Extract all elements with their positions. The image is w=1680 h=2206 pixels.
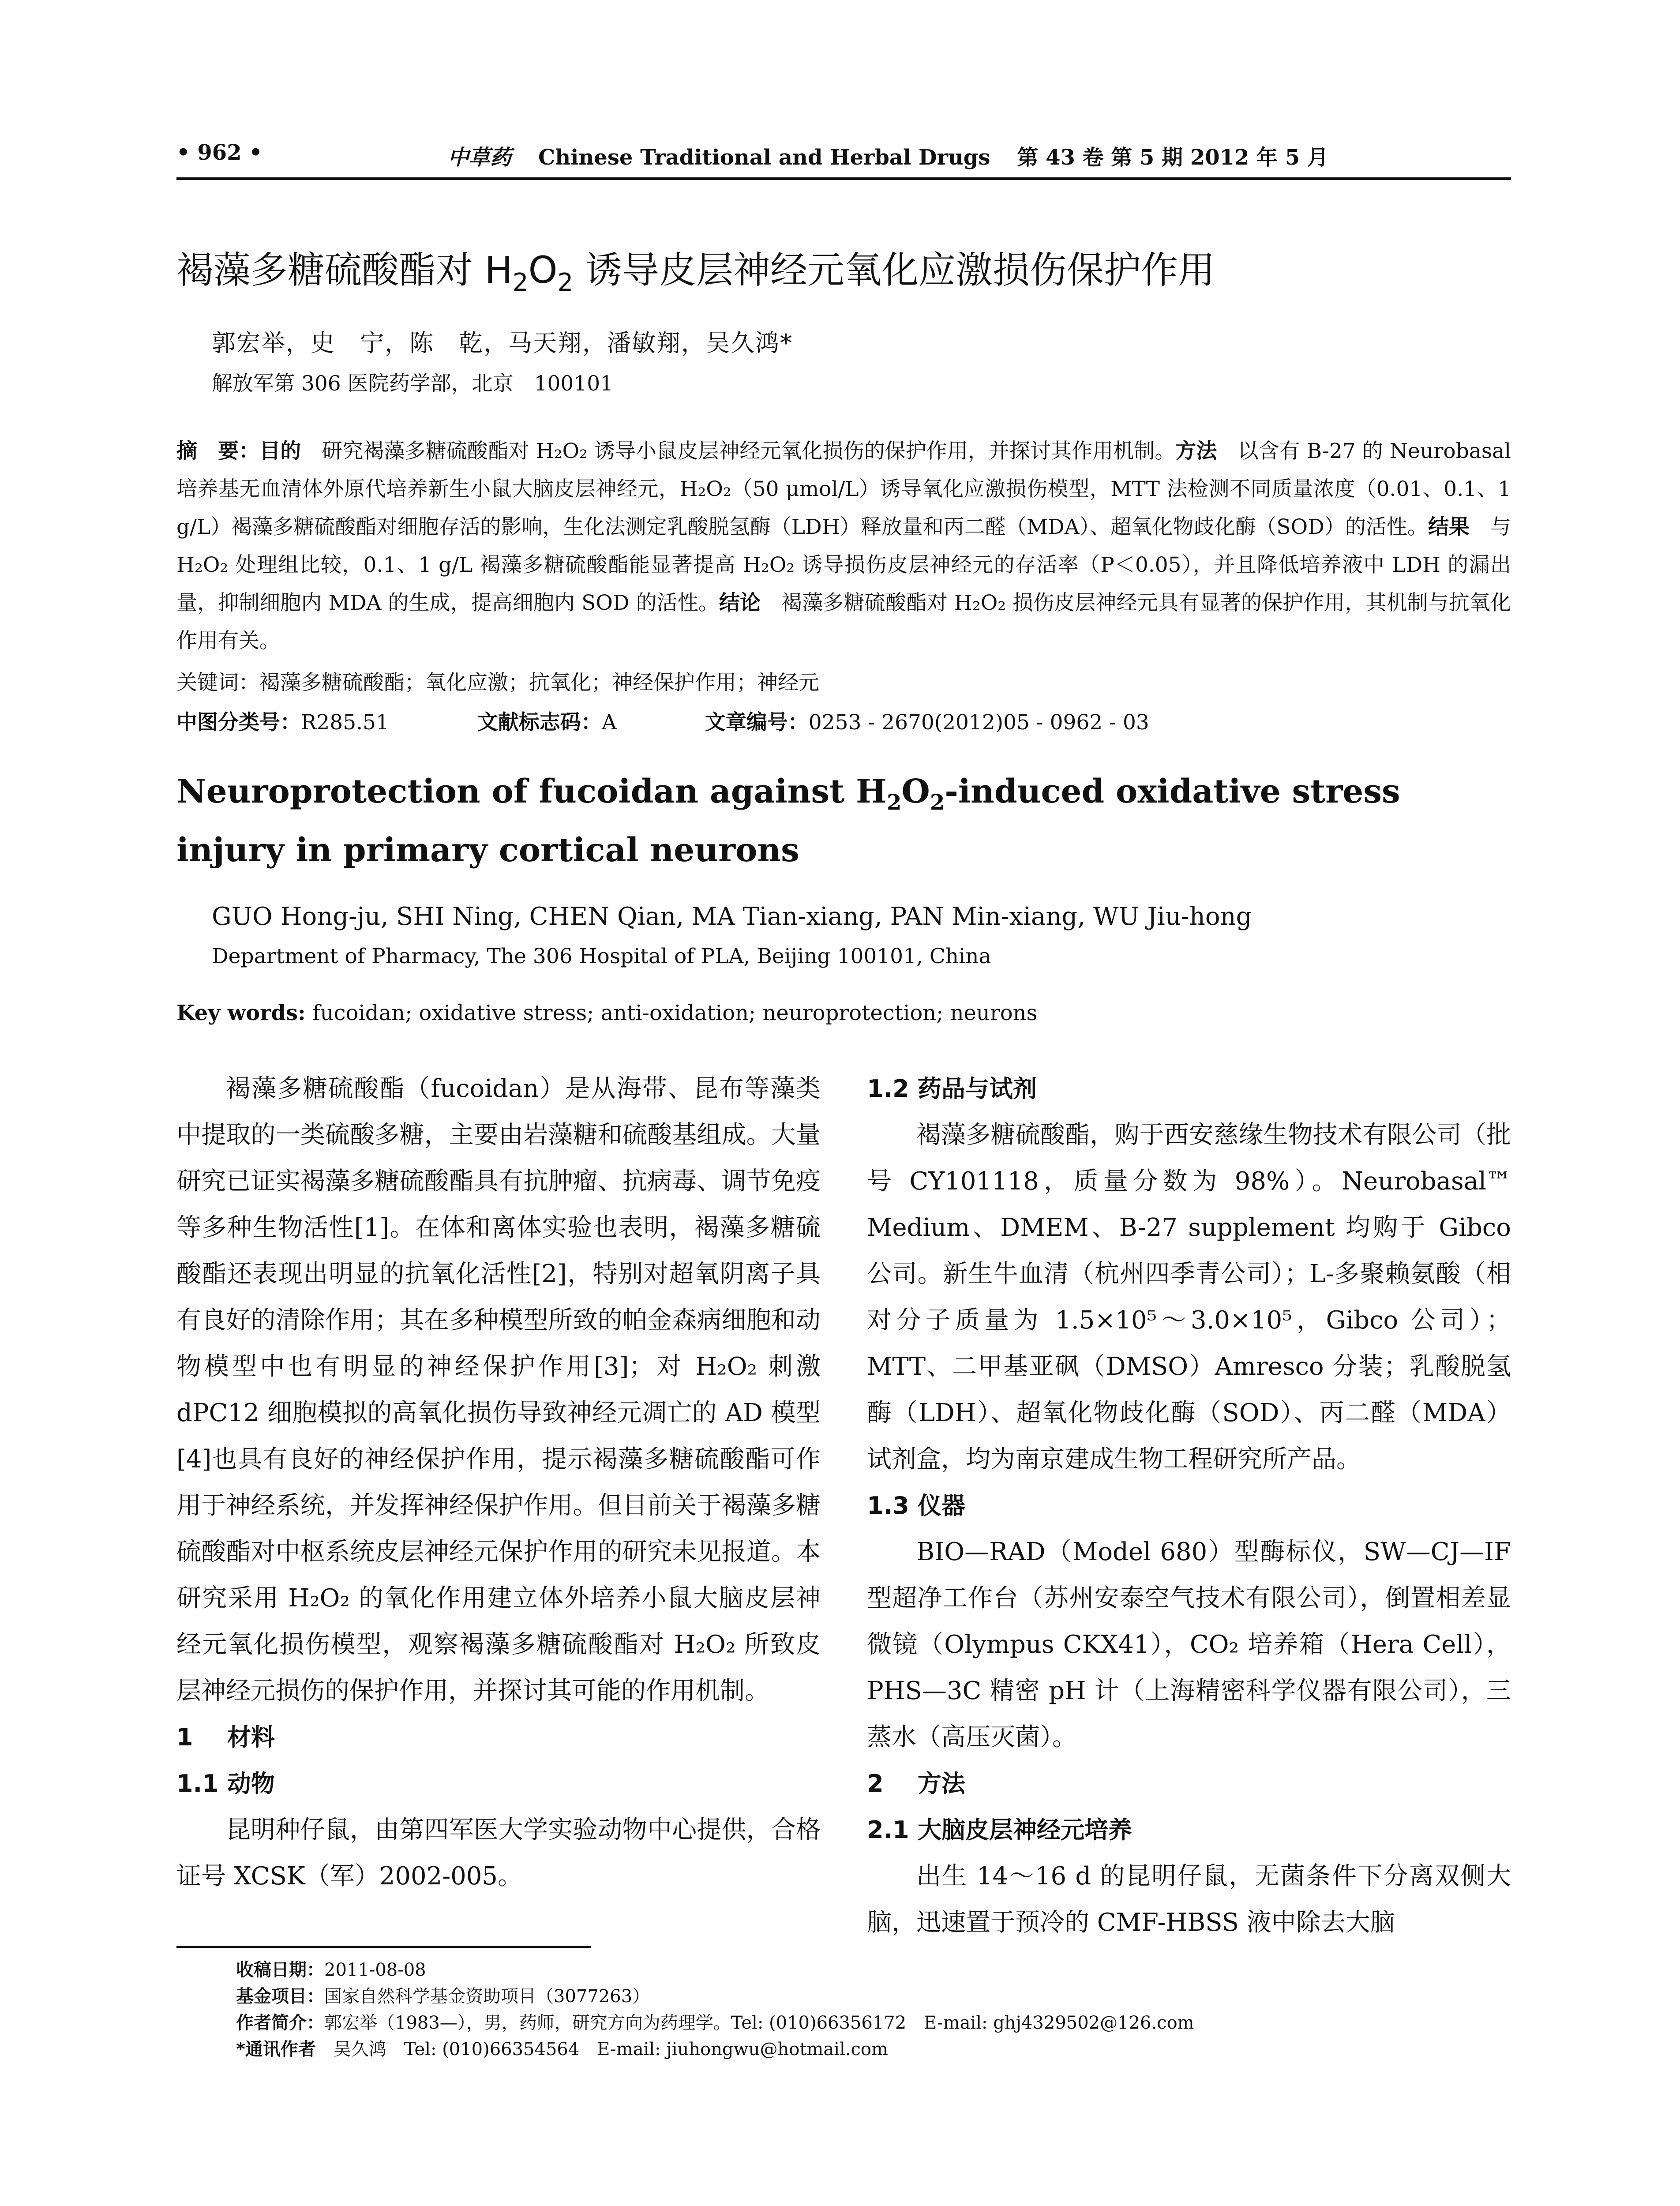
footnote-rule [176,1946,591,1948]
authors-en: GUO Hong-ju, SHI Ning, CHEN Qian, MA Tian-xiang, PAN Min-xiang, WU Jiu-hong [212,902,1252,931]
abstract-objective: 研究褐藻多糖硫酸酯对 H₂O₂ 诱导小鼠皮层神经元氧化损伤的保护作用，并探讨其作用机制。 [301,439,1176,463]
method-label: 方法 [1175,439,1217,463]
section-1-2-heading: 1.2 药品与试剂 [867,1075,1037,1103]
abstract-label: 摘 要：目的 [176,439,301,463]
affiliation-en: Department of Pharmacy, The 306 Hospital of PLA, Beijing 100101, China [212,944,991,968]
result-label: 结果 [1428,515,1470,539]
clc-number: R285.51 [301,710,389,735]
section-2-heading: 2 方法 [867,1770,965,1797]
section-2-1-heading: 2.1 大脑皮层神经元培养 [867,1816,1132,1844]
footnote-received: 收稿日期：2011-08-08 [236,1960,426,1980]
doc-code: A [601,710,617,735]
section-1-3-text: BIO—RAD（Model 680）型酶标仪，SW—CJ—IF 型超净工作台（苏州安泰空气技术有限公司），倒置相差显微镜（Olympus CKX41），CO₂ 培养箱（Hera Cell），PHS—3C 精密 pH 计（上海精密科学仪器有限公司），三蒸水（高压灭菌）。 [867,1538,1511,1752]
keywords-en: Key words: fucoidan; oxidative stress; anti-oxidation; neuroprotection; neurons [176,1001,1038,1025]
abstract-method: 以含有 B-27 的 Neurobasal 培养基无血清体外原代培养新生小鼠大脑皮层神经元，H₂O₂（50 μmol/L）诱导氧化应激损伤模型，MTT 法检测不同质量浓度（0.01、0.1、1 g/L）褐藻多糖硫酸酯对细胞存活的影响，生化法测定乳酸脱氢酶（LDH）释放量和丙二醛（MDA）、超氧化物歧化酶（SOD）的活性。 [176,439,1511,539]
footnotes [236,1957,1194,2063]
footnote-fund: 基金项目：国家自然科学基金资助项目（3077263） [236,1986,650,2007]
page-number: • 962 • [176,140,262,165]
journal-issue: 第 43 卷 第 5 期 2012 年 5 月 [1017,145,1328,170]
affiliation-cn: 解放军第 306 医院药学部，北京 100101 [212,371,614,396]
journal-name-cn: 中草药 [448,145,512,170]
footnote-corresponding: *通讯作者 吴久鸿 Tel: (010)66354564 E-mail: jiuhongwu@hotmail.com [236,2039,888,2060]
section-1-1-heading: 1.1 动物 [176,1770,275,1797]
keywords-cn: 关键词：褐藻多糖硫酸酯；氧化应激；抗氧化；神经保护作用；神经元 [176,671,819,695]
abstract-result: 与 H₂O₂ 处理组比较，0.1、1 g/L 褐藻多糖硫酸酯能显著提高 H₂O₂ 诱导损伤皮层神经元的存活率（P＜0.05），并且降低培养液中 LDH 的漏出量，抑制细胞内 MDA 的生成，提高细胞内 SOD 的活性。 [176,515,1511,615]
title-cn: 褐藻多糖硫酸酯对 $H_2O_2$ 诱导皮层神经元氧化应激损伤保护作用 [176,248,1215,297]
abstract-conclusion: 褐藻多糖硫酸酯对 H₂O₂ 损伤皮层神经元具有显著的保护作用，其机制与抗氧化作用有关。 [176,591,1511,653]
section-1-heading: 1 材料 [176,1723,275,1751]
intro-paragraph: 褐藻多糖硫酸酯（fucoidan）是从海带、昆布等藻类中提取的一类硫酸多糖，主要由岩藻糖和硫酸基组成。大量研究已证实褐藻多糖硫酸酯具有抗肿瘤、抗病毒、调节免疫等多种生物活性[1]。在体和离体实验也表明，褐藻多糖硫酸酯还表现出明显的抗氧化活性[2]，特别对超氧阴离子具有良好的清除作用；其在多种模型所致的帕金森病细胞和动物模型中也有明显的神经保护作用[3]；对 H₂O₂ 刺激 dPC12 细胞模拟的高氧化损伤导致神经元凋亡的 AD 模型[4]也具有良好的神经保护作用，提示褐藻多糖硫酸酯可作用于神经系统，并发挥神经保护作用。但目前关于褐藻多糖硫酸酯对中枢系统皮层神经元保护作用的研究未见报道。本研究采用 H₂O₂ 的氧化作用建立体外培养小鼠大脑皮层神经元氧化损伤模型，观察褐藻多糖硫酸酯对 H₂O₂ 所致皮层神经元损伤的保护作用，并探讨其可能的作用机制。 [176,1074,821,1705]
conclusion-label: 结论 [719,591,761,615]
title-en: Neuroprotection of fucoidan against $H_2O_2$-induced oxidative stress injury in primary cortical neurons [176,773,1400,869]
body-right-column [867,1065,1511,1946]
section-1-3-heading: 1.3 仪器 [867,1492,965,1519]
header-rule [176,177,1511,180]
abstract-cn [176,432,1511,660]
footnote-author: 作者简介：郭宏举（1983—），男，药师，研究方向为药理学。Tel: (010)66356172 E-mail: ghj4329502@126.com [236,2013,1194,2033]
article-number: 0253 - 2670(2012)05 - 0962 - 03 [808,710,1149,735]
body-left-column [176,1065,821,1899]
running-header [176,140,1511,180]
authors-cn: 郭宏举，史 宁，陈 乾，马天翔，潘敏翔，吴久鸿* [212,329,793,357]
section-1-1-text: 昆明种仔鼠，由第四军医大学实验动物中心提供，合格证号 XCSK（军）2002-005。 [176,1816,821,1891]
classification-row: 中图分类号：R285.51 文献标志码：A 文章编号：0253 - 2670(2012)05 - 0962 - 03 [176,710,1149,735]
section-1-2-text: 褐藻多糖硫酸酯，购于西安慈缘生物技术有限公司（批号 CY101118，质量分数为 98%）。Neurobasal™ Medium、DMEM、B-27 supplement 均购于 Gibco 公司。新生牛血清（杭州四季青公司）；L-多聚赖氨酸（相对分子质量为 1.5×10⁵～3.0×10⁵，Gibco 公司）；MTT、二甲基亚砜（DMSO）Amresco 分装；乳酸脱氢酶（LDH）、超氧化物歧化酶（SOD）、丙二醛（MDA）试剂盒，均为南京建成生物工程研究所产品。 [867,1121,1511,1474]
journal-line [448,140,1328,171]
journal-name-en: Chinese Traditional and Herbal Drugs [538,145,990,170]
section-2-1-text: 出生 14～16 d 的昆明仔鼠，无菌条件下分离双侧大脑，迅速置于预冷的 CMF-HBSS 液中除去大脑 [867,1862,1511,1937]
